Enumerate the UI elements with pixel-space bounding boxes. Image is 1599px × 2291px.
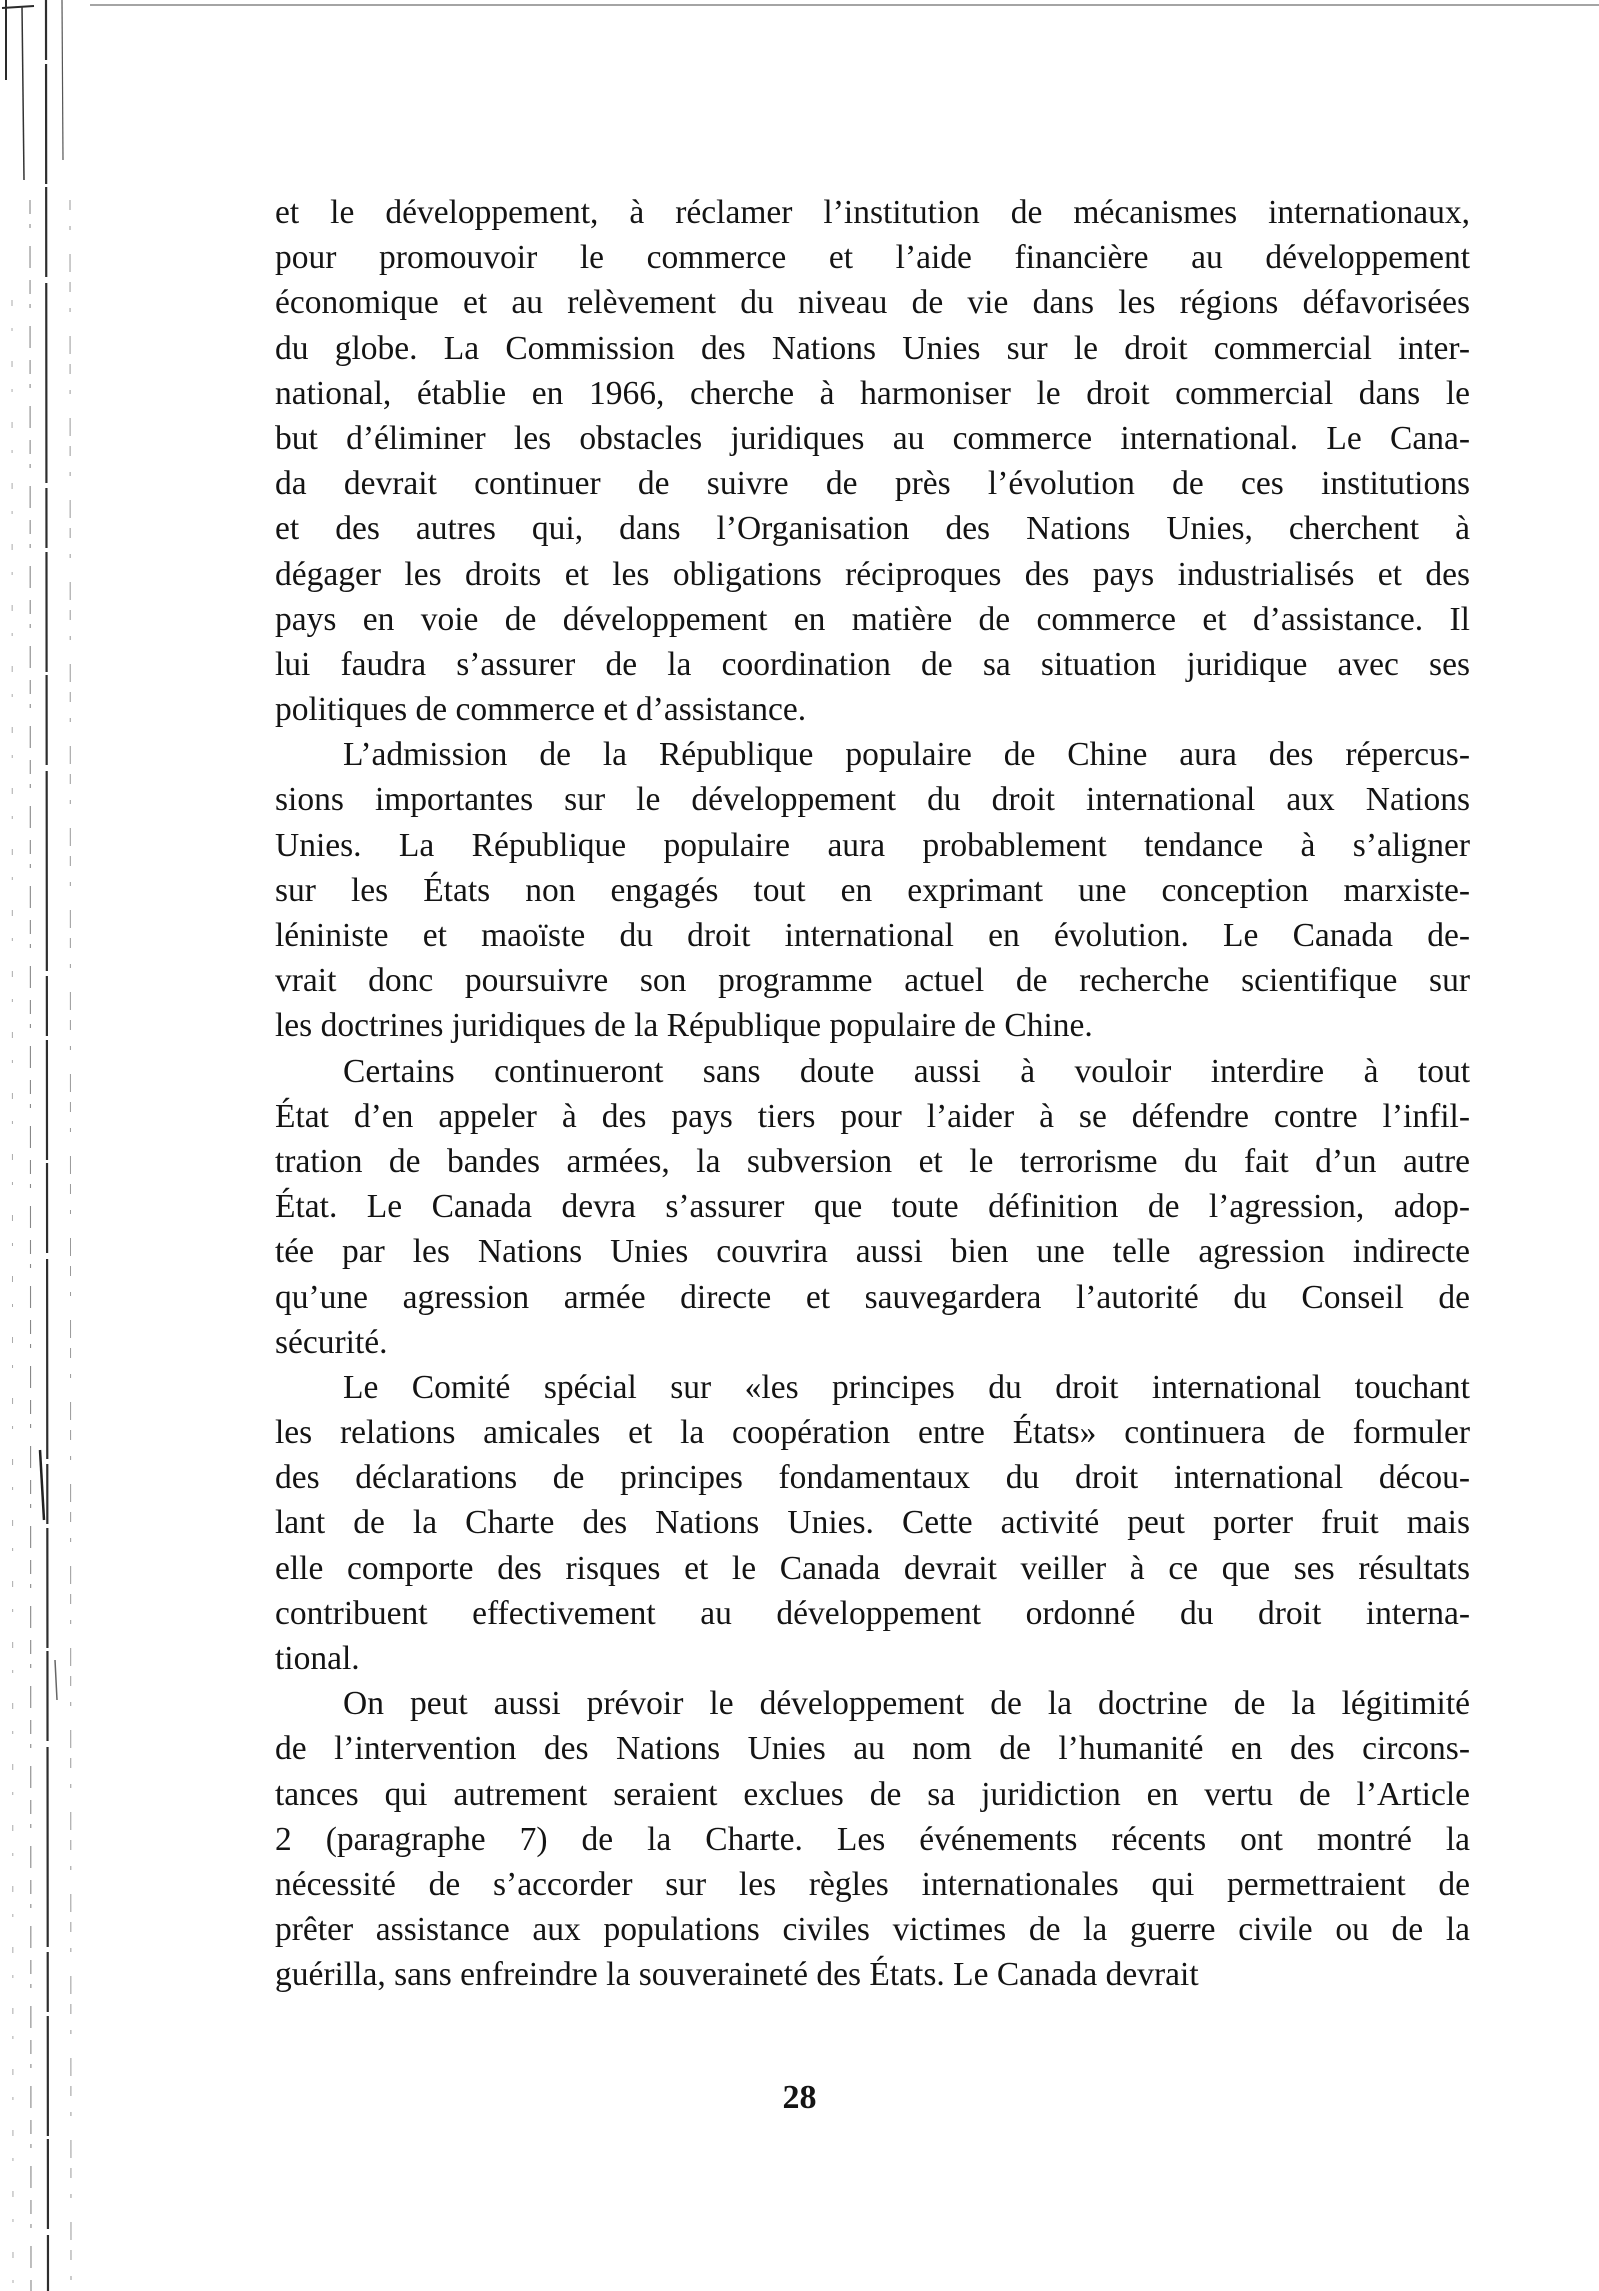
scan-binding-edge	[0, 0, 110, 2291]
text-line: tances qui autrement seraient exclues de sa juridiction en vertu de l’Article	[275, 1775, 1470, 1813]
text-line: lui faudra s’assurer de la coordination de sa situation juridique avec ses	[275, 645, 1470, 683]
text-line: Certains continueront sans doute aussi à vouloir interdire à tout	[343, 1052, 1470, 1090]
document-body	[275, 190, 1470, 1998]
page-number: 28	[782, 2079, 817, 2116]
text-line: économique et au relèvement du niveau de vie dans les régions défavorisées	[275, 284, 1470, 322]
text-line: 2 (paragraphe 7) de la Charte. Les événements récents ont montré la	[275, 1820, 1470, 1858]
text-line: pour promouvoir le commerce et l’aide financière au développement	[275, 239, 1470, 277]
paragraph	[275, 732, 1470, 1048]
text-line: national, établie en 1966, cherche à harmoniser le droit commercial dans le	[275, 374, 1470, 412]
text-line: vrait donc poursuivre son programme actuel de recherche scientifique sur	[275, 962, 1470, 1000]
text-line: Unies. La République populaire aura probablement tendance à s’aligner	[275, 826, 1470, 864]
text-line: les doctrines juridiques de la République populaire de Chine.	[275, 1007, 1093, 1045]
top-page-rule	[90, 4, 1599, 6]
text-line: État d’en appeler à des pays tiers pour l’aider à se défendre contre l’infil-	[275, 1097, 1470, 1135]
text-line: lant de la Charte des Nations Unies. Cette activité peut porter fruit mais	[275, 1504, 1470, 1542]
text-line: Le Comité spécial sur «les principes du droit international touchant	[343, 1368, 1470, 1406]
text-line: État. Le Canada devra s’assurer que toute définition de l’agression, adop-	[275, 1188, 1470, 1226]
text-line: tional.	[275, 1640, 360, 1677]
paragraph	[275, 1049, 1470, 1365]
text-line: sécurité.	[275, 1323, 388, 1361]
text-line: de l’intervention des Nations Unies au nom de l’humanité en des circons-	[275, 1730, 1470, 1768]
paragraph	[275, 190, 1470, 732]
text-line: but d’éliminer les obstacles juridiques au commerce international. Le Cana-	[275, 419, 1470, 457]
text-line: les relations amicales et la coopération entre États» continuera de formuler	[275, 1414, 1470, 1452]
text-line: pays en voie de développement en matière de commerce et d’assistance. Il	[275, 600, 1470, 638]
paragraph	[275, 1365, 1470, 1681]
paragraph	[275, 1681, 1470, 1997]
text-line: elle comporte des risques et le Canada devrait veiller à ce que ses résultats	[275, 1549, 1470, 1587]
text-line: L’admission de la République populaire de Chine aura des répercus-	[343, 736, 1470, 774]
text-line: sions importantes sur le développement du droit international aux Nations	[275, 781, 1470, 819]
text-line: guérilla, sans enfreindre la souveraineté des États. Le Canada devrait	[275, 1956, 1199, 1994]
text-line: léniniste et maoïste du droit international en évolution. Le Canada de-	[275, 917, 1470, 954]
text-line: des déclarations de principes fondamentaux du droit international décou-	[275, 1459, 1470, 1497]
text-line: du globe. La Commission des Nations Unies sur le droit commercial inter-	[275, 329, 1470, 367]
text-line: et le développement, à réclamer l’institution de mécanismes internationaux,	[275, 194, 1470, 231]
text-line: contribuent effectivement au développement ordonné du droit interna-	[275, 1594, 1470, 1632]
text-line: sur les États non engagés tout en exprimant une conception marxiste-	[275, 871, 1470, 909]
text-line: politiques de commerce et d’assistance.	[275, 691, 807, 729]
text-line: qu’une agression armée directe et sauvegardera l’autorité du Conseil de	[275, 1278, 1470, 1316]
text-line: da devrait continuer de suivre de près l’évolution de ces institutions	[275, 465, 1470, 503]
text-line: tée par les Nations Unies couvrira aussi bien une telle agression indirecte	[275, 1233, 1470, 1271]
text-line: tration de bandes armées, la subversion et le terrorisme du fait d’un autre	[275, 1142, 1470, 1180]
text-line: On peut aussi prévoir le développement de la doctrine de la légitimité	[343, 1685, 1470, 1723]
text-line: nécessité de s’accorder sur les règles internationales qui permettraient de	[275, 1865, 1470, 1903]
text-line: prêter assistance aux populations civiles victimes de la guerre civile ou de la	[275, 1911, 1470, 1949]
text-line: et des autres qui, dans l’Organisation des Nations Unies, cherchent à	[275, 510, 1470, 548]
text-line: dégager les droits et les obligations réciproques des pays industrialisés et des	[275, 555, 1470, 593]
